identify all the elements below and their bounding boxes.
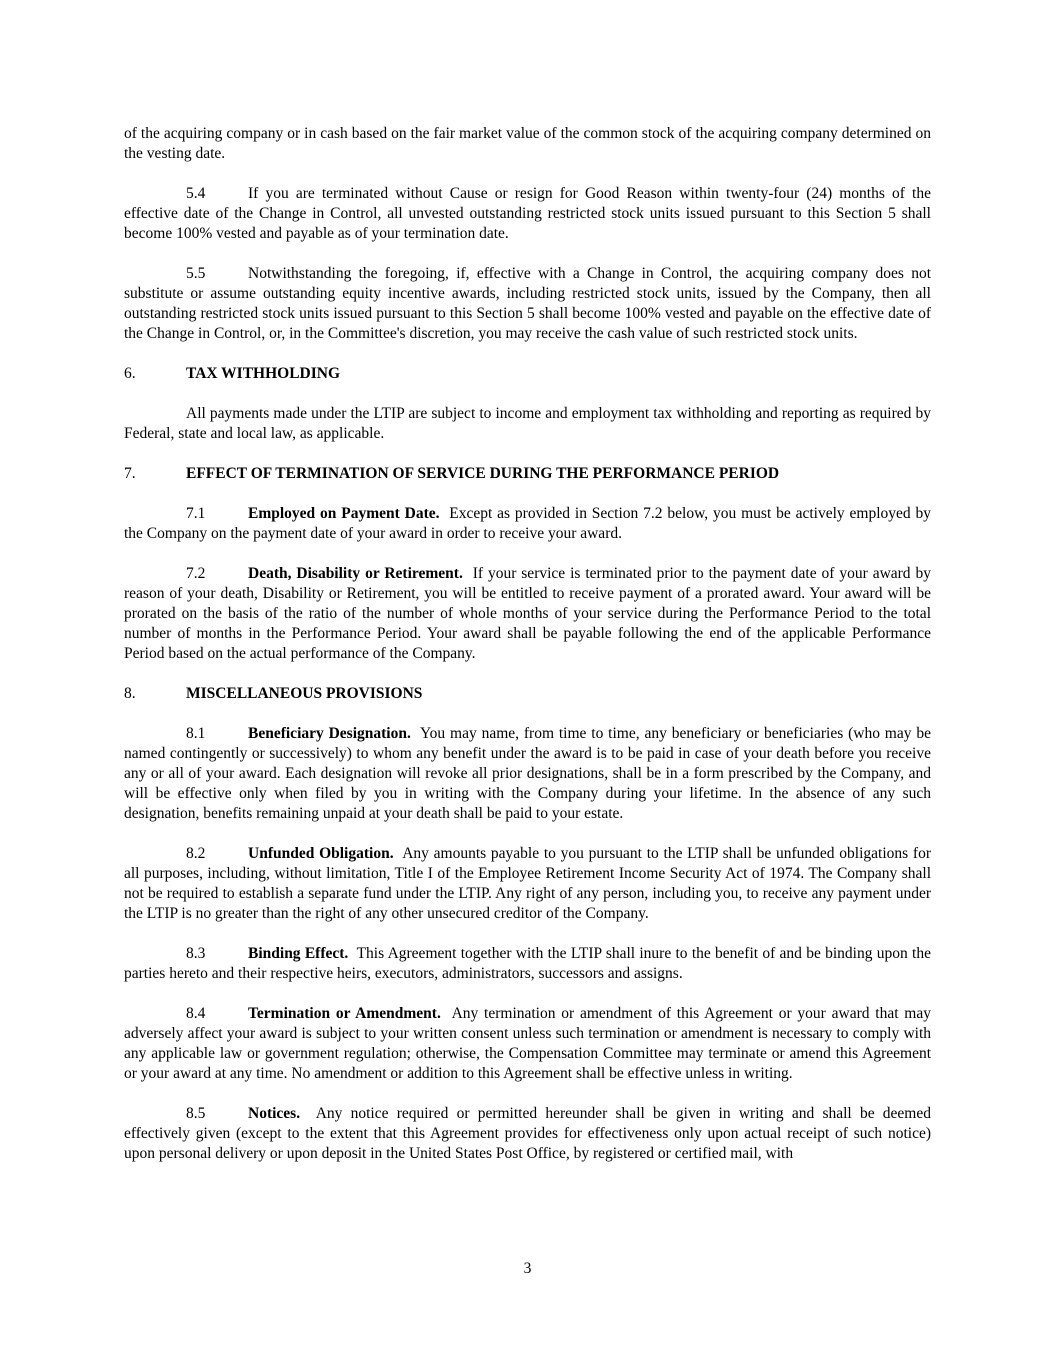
section-number: 7.1 (186, 505, 206, 522)
defined-term: Notices. (248, 1105, 301, 1122)
section-title: MISCELLANEOUS PROVISIONS (186, 685, 423, 702)
page-number: 3 (523, 1260, 532, 1277)
paragraph-text: If your service is terminated prior to the payment date of your award by reason of your death, Disability or Retirement, you will be entitled to receive payment of a prorated award. Your award will be prorated on the basis of the ratio of the number of whole months of your service during the Performance Period to the total number of months in the Performance Period. Your award shall be payable following the end of the applicable Performance Period based on the actual performance of the Company. (124, 565, 931, 662)
paragraph-text: Any amounts payable to you pursuant to the LTIP shall be unfunded obligations for all purposes, including, without limitation, Title I of the Employee Retirement Income Security Act of 1974. The Company shall not be required to establish a separate fund under the LTIP. Any right of any person, including you, to receive any payment under the LTIP is no greater than the right of any other unsecured creditor of the Company. (124, 845, 931, 922)
section-title: EFFECT OF TERMINATION OF SERVICE DURING THE PERFORMANCE PERIOD (186, 465, 780, 482)
paragraph-5-5 (124, 264, 931, 344)
paragraph-8-3 (124, 944, 931, 984)
defined-term: Beneficiary Designation. (248, 725, 411, 742)
section-title: TAX WITHHOLDING (186, 365, 341, 382)
paragraph-text: Except as provided in Section 7.2 below, you must be actively employed by the Company on the payment date of your award in order to receive your award. (124, 505, 932, 542)
defined-term: Termination or Amendment. (248, 1005, 441, 1022)
paragraph-7-2 (124, 564, 931, 664)
document-body (124, 124, 931, 1184)
section-number: 7. (124, 465, 136, 482)
paragraph-text: This Agreement together with the LTIP shall inure to the benefit of and be binding upon the parties hereto and their respective heirs, executors, administrators, successors and assigns. (124, 945, 931, 982)
paragraph-continuation: of the acquiring company or in cash based on the fair market value of the common stock of the acquiring company determined on the vesting date. (124, 125, 931, 162)
section-number: 8.3 (186, 945, 206, 962)
heading-section-6 (124, 364, 931, 384)
section-number: 8.5 (186, 1105, 206, 1122)
section-number: 5.4 (186, 185, 206, 202)
paragraph-8-5 (124, 1104, 931, 1164)
defined-term: Binding Effect. (248, 945, 349, 962)
paragraph-7-1 (124, 504, 931, 544)
section-number: 8.2 (186, 845, 206, 862)
paragraph-text: Any notice required or permitted hereunder shall be given in writing and shall be deemed effectively given (except to the extent that this Agreement provides for effectiveness only upon actual receipt of such notice) upon personal delivery or upon deposit in the United States Post Office, by registered or certified mail, with (124, 1105, 931, 1162)
section-number: 8.1 (186, 725, 206, 742)
section-number: 6. (124, 365, 136, 382)
section-number: 8. (124, 685, 136, 702)
defined-term: Unfunded Obligation. (248, 845, 394, 862)
section-number: 5.5 (186, 265, 206, 282)
paragraph-text: If you are terminated without Cause or resign for Good Reason within twenty-four (24) months of the effective date of the Change in Control, all unvested outstanding restricted stock units issued pursuant to this Section 5 shall become 100% vested and payable as of your termination date. (124, 185, 931, 242)
paragraph-8-1 (124, 724, 931, 824)
section-number: 7.2 (186, 565, 206, 582)
heading-section-8 (124, 684, 931, 704)
paragraph-text: You may name, from time to time, any beneficiary or beneficiaries (who may be named contingently or successively) to whom any benefit under the award is to be paid in case of your death before you receive any or all of your award. Each designation will revoke all prior designations, shall be in a form prescribed by the Company, and will be effective only when filed by you in writing with the Company during your lifetime. In the absence of any such designation, benefits remaining unpaid at your death shall be paid to your estate. (124, 725, 931, 822)
paragraph-6: All payments made under the LTIP are subject to income and employment tax withholding and reporting as required by Federal, state and local law, as applicable. (124, 405, 931, 442)
paragraph-8-2 (124, 844, 931, 924)
defined-term: Employed on Payment Date. (248, 505, 440, 522)
heading-section-7 (124, 464, 931, 484)
defined-term: Death, Disability or Retirement. (248, 565, 463, 582)
paragraph-text: Notwithstanding the foregoing, if, effective with a Change in Control, the acquiring company does not substitute or assume outstanding equity incentive awards, including restricted stock units, issued by the Company, then all outstanding restricted stock units issued pursuant to this Section 5 shall become 100% vested and payable on the effective date of the Change in Control, or, in the Committee's discretion, you may receive the cash value of such restricted stock units. (124, 265, 931, 342)
section-number: 8.4 (186, 1005, 206, 1022)
paragraph-5-4 (124, 184, 931, 244)
paragraph-text: Any termination or amendment of this Agreement or your award that may adversely affect your award is subject to your written consent unless such termination or amendment is necessary to comply with any applicable law or government regulation; otherwise, the Compensation Committee may terminate or amend this Agreement or your award at any time. No amendment or addition to this Agreement shall be effective unless in writing. (124, 1005, 931, 1082)
paragraph-8-4 (124, 1004, 931, 1084)
